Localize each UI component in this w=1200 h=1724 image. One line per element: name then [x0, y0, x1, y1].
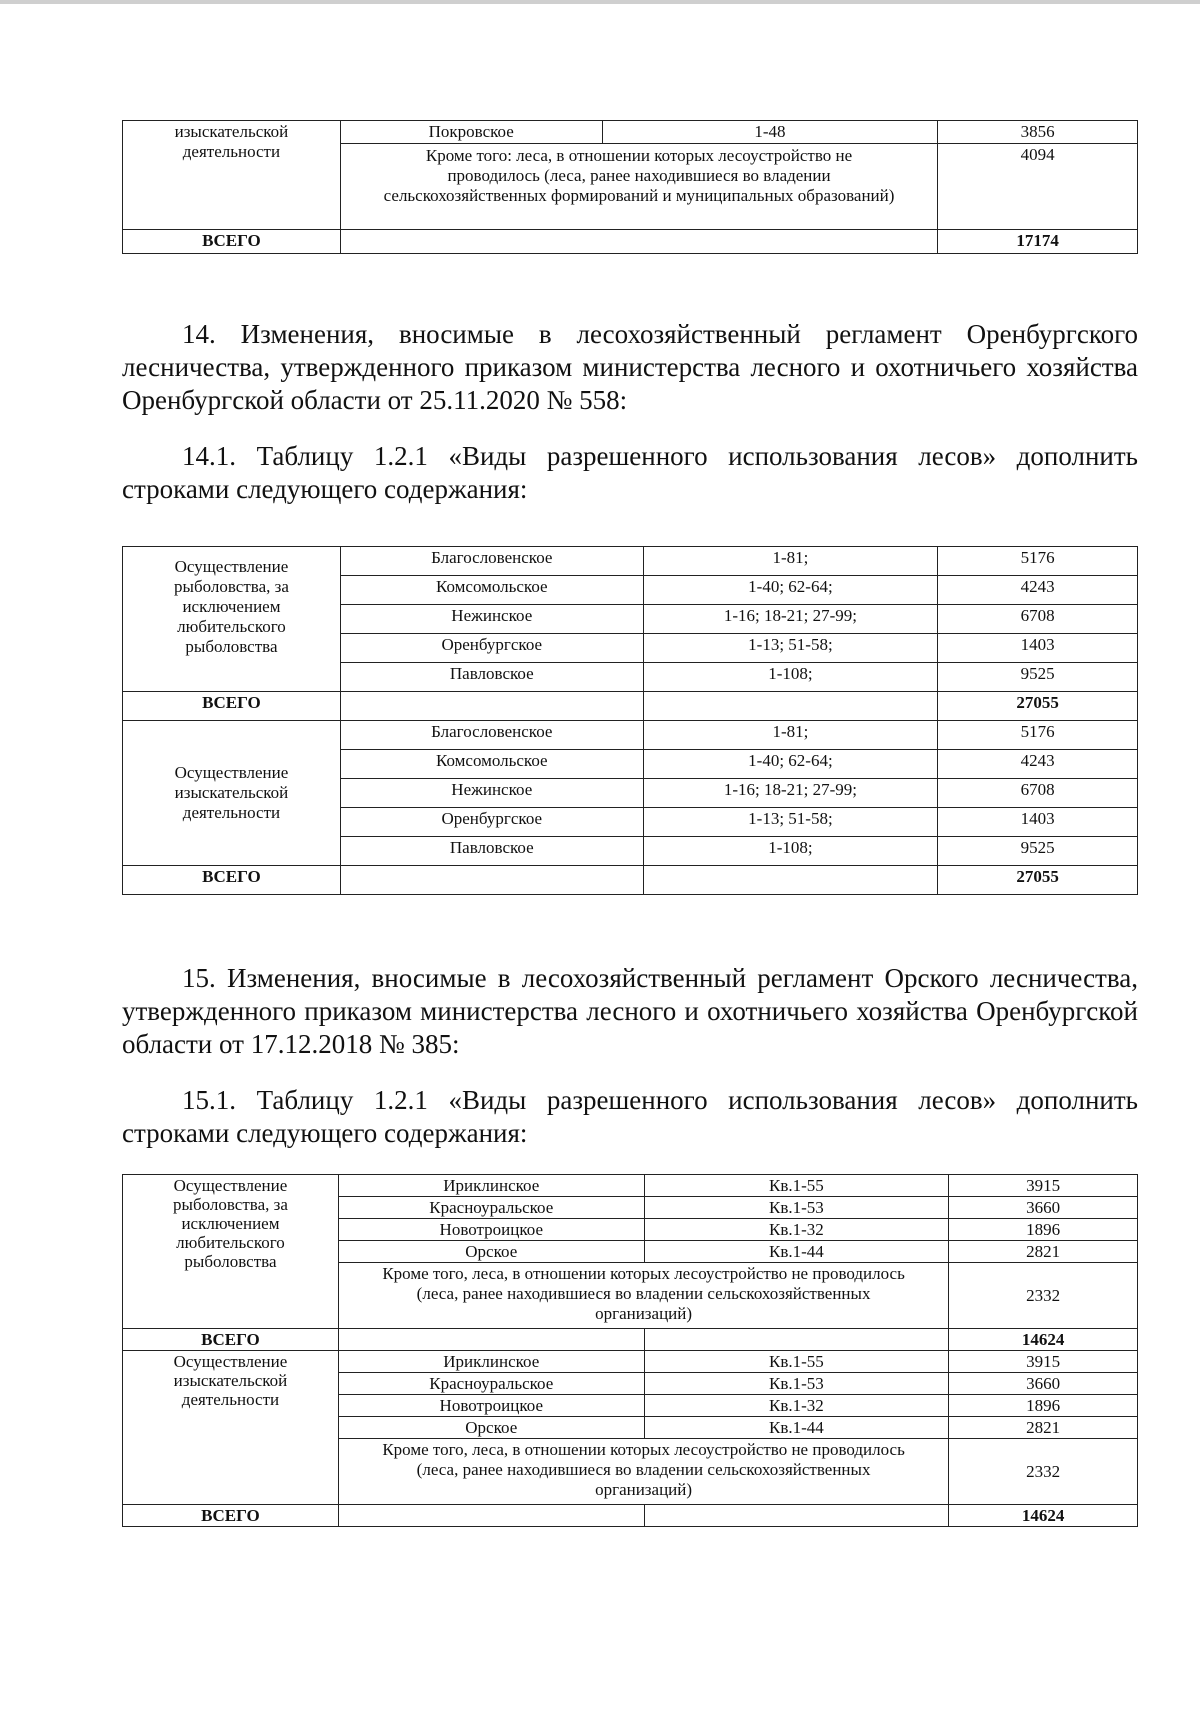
district-cell: Комсомольское: [340, 576, 643, 605]
area-cell: 3915: [949, 1351, 1138, 1373]
area-cell: 3660: [949, 1373, 1138, 1395]
quarters-cell: 1-81;: [643, 721, 938, 750]
area-cell: 9525: [938, 663, 1138, 692]
quarters-cell: Кв.1-44: [644, 1241, 949, 1263]
total-value: 27055: [938, 866, 1138, 895]
district-cell: Новотроицкое: [338, 1219, 644, 1241]
district-cell: Орское: [338, 1241, 644, 1263]
area-cell: 4094: [938, 144, 1138, 230]
quarters-cell: Кв.1-55: [644, 1175, 949, 1197]
total-label: ВСЕГО: [123, 230, 341, 254]
quarters-cell: 1-48: [602, 121, 938, 144]
district-cell: Ириклинское: [338, 1175, 644, 1197]
section14-sub: 14.1. Таблицу 1.2.1 «Виды разрешенного использования лесов» дополнить строками следующего содержания:: [122, 441, 1138, 504]
quarters-cell: 1-16; 18-21; 27-99;: [643, 779, 938, 808]
quarters-cell: 1-108;: [643, 837, 938, 866]
table-row: [123, 121, 1138, 144]
area-cell: 1403: [938, 808, 1138, 837]
quarters-cell: 1-40; 62-64;: [643, 750, 938, 779]
section15-sub: 15.1. Таблицу 1.2.1 «Виды разрешенного использования лесов» дополнить строками следующего содержания:: [122, 1085, 1138, 1148]
table-15: [122, 1174, 1138, 1527]
note-cell: Кроме того, леса, в отношении которых лесоустройство не проводилось (леса, ранее находившиеся во владении сельскохозяйственных организаций): [338, 1439, 948, 1505]
area-cell: 6708: [938, 779, 1138, 808]
district-cell: Павловское: [340, 837, 643, 866]
quarters-cell: Кв.1-53: [644, 1197, 949, 1219]
empty-cell: [338, 1505, 644, 1527]
total-label: ВСЕГО: [123, 692, 341, 721]
table-top: [122, 120, 1138, 254]
area-cell: 3660: [949, 1197, 1138, 1219]
section14-heading: 14. Изменения, вносимые в лесохозяйственный регламент Оренбургского лесничества, утвержденного приказом министерства лесного и охотничьего хозяйства Оренбургской области от 25.11.2020 № 558:: [122, 319, 1138, 415]
category-cell: Осуществление изыскательской деятельности: [123, 721, 341, 866]
total-label: ВСЕГО: [123, 1329, 339, 1351]
district-cell: Ириклинское: [338, 1351, 644, 1373]
area-cell: 4243: [938, 750, 1138, 779]
area-cell: 2821: [949, 1417, 1138, 1439]
district-cell: Новотроицкое: [338, 1395, 644, 1417]
area-cell: 3856: [938, 121, 1138, 144]
page-top-edge: [0, 0, 1200, 4]
empty-cell: [643, 692, 938, 721]
district-cell: Красноуральское: [338, 1373, 644, 1395]
total-value: 14624: [949, 1329, 1138, 1351]
empty-cell: [338, 1329, 644, 1351]
empty-cell: [340, 866, 643, 895]
empty-cell: [644, 1329, 949, 1351]
area-cell: 9525: [938, 837, 1138, 866]
total-label: ВСЕГО: [123, 866, 341, 895]
district-cell: Нежинское: [340, 605, 643, 634]
total-value: 27055: [938, 692, 1138, 721]
area-cell: 4243: [938, 576, 1138, 605]
district-cell: Оренбургское: [340, 808, 643, 837]
district-cell: Оренбургское: [340, 634, 643, 663]
total-row: [123, 866, 1138, 895]
empty-cell: [643, 866, 938, 895]
district-cell: Красноуральское: [338, 1197, 644, 1219]
district-cell: Павловское: [340, 663, 643, 692]
district-cell: Орское: [338, 1417, 644, 1439]
quarters-cell: 1-13; 51-58;: [643, 634, 938, 663]
quarters-cell: Кв.1-53: [644, 1373, 949, 1395]
quarters-cell: Кв.1-32: [644, 1219, 949, 1241]
area-cell: 3915: [949, 1175, 1138, 1197]
quarters-cell: 1-108;: [643, 663, 938, 692]
area-cell: 1896: [949, 1395, 1138, 1417]
district-cell: Комсомольское: [340, 750, 643, 779]
note-cell: Кроме того: леса, в отношении которых лесоустройство не проводилось (леса, ранее находившиеся во владении сельскохозяйственных формирований и муниципальных образований): [340, 144, 937, 230]
total-value: 14624: [949, 1505, 1138, 1527]
category-cell: изыскательской деятельности: [123, 121, 341, 230]
quarters-cell: 1-81;: [643, 547, 938, 576]
quarters-cell: Кв.1-55: [644, 1351, 949, 1373]
area-cell: 2821: [949, 1241, 1138, 1263]
empty-cell: [340, 230, 937, 254]
area-cell: 6708: [938, 605, 1138, 634]
district-cell: Благословенское: [340, 721, 643, 750]
district-cell: Благословенское: [340, 547, 643, 576]
total-row: [123, 230, 1138, 254]
total-value: 17174: [938, 230, 1138, 254]
category-cell: Осуществление рыболовства, за исключением любительского рыболовства: [123, 547, 341, 692]
area-cell: 5176: [938, 547, 1138, 576]
empty-cell: [644, 1505, 949, 1527]
empty-cell: [340, 692, 643, 721]
area-cell: 2332: [949, 1439, 1138, 1505]
quarters-cell: 1-13; 51-58;: [643, 808, 938, 837]
category-cell: Осуществление рыболовства, за исключением любительского рыболовства: [123, 1175, 339, 1329]
quarters-cell: Кв.1-44: [644, 1417, 949, 1439]
note-cell: Кроме того, леса, в отношении которых лесоустройство не проводилось (леса, ранее находившиеся во владении сельскохозяйственных организаций): [338, 1263, 948, 1329]
district-cell: Нежинское: [340, 779, 643, 808]
table-row: [123, 1351, 1138, 1373]
table-row: [123, 721, 1138, 750]
area-cell: 1403: [938, 634, 1138, 663]
quarters-cell: 1-16; 18-21; 27-99;: [643, 605, 938, 634]
area-cell: 1896: [949, 1219, 1138, 1241]
total-row: [123, 1329, 1138, 1351]
section15-heading: 15. Изменения, вносимые в лесохозяйственный регламент Орского лесничества, утвержденного приказом министерства лесного и охотничьего хозяйства Оренбургской области от 17.12.2018 № 385:: [122, 963, 1138, 1059]
area-cell: 2332: [949, 1263, 1138, 1329]
total-row: [123, 692, 1138, 721]
table-row: [123, 547, 1138, 576]
table-14: [122, 546, 1138, 895]
area-cell: 5176: [938, 721, 1138, 750]
district-cell: Покровское: [340, 121, 602, 144]
table-row: [123, 1175, 1138, 1197]
category-cell: Осуществление изыскательской деятельности: [123, 1351, 339, 1505]
total-label: ВСЕГО: [123, 1505, 339, 1527]
quarters-cell: Кв.1-32: [644, 1395, 949, 1417]
total-row: [123, 1505, 1138, 1527]
quarters-cell: 1-40; 62-64;: [643, 576, 938, 605]
